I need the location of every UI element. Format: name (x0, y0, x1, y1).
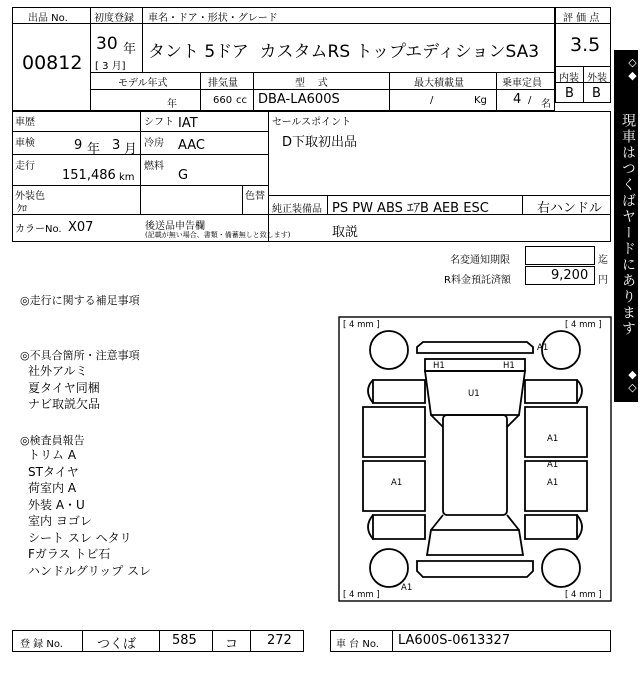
ext-color-label: 外装色 (15, 191, 45, 202)
ac-value: AAC (178, 138, 205, 153)
chassis-label: 車 台 No. (336, 639, 379, 650)
recycle-value: 9,200 (551, 268, 589, 283)
reg-number: 272 (267, 633, 292, 648)
color-change-label: 色替 (245, 191, 265, 202)
inspector-title: ◎検査員報告 (20, 434, 85, 447)
score-label: 評 価 点 (563, 13, 600, 24)
exterior-label: 外装 (587, 73, 607, 84)
mark-rear-bumper: A1 (401, 583, 413, 593)
name-change-unit: 迄 (598, 255, 608, 266)
recycle-unit: 円 (598, 275, 608, 286)
car-name: タント 5ドア カスタムRS トップエディションSA3 (148, 42, 540, 62)
history-label: 車歴 (15, 117, 35, 128)
aftermarket-note: (記載が無い場合、書類・備蓄無しと致します) (145, 231, 291, 239)
steering-value: 右ハンドル (537, 201, 603, 216)
shift-value: IAT (178, 116, 198, 131)
tire-depth-fr: [ 4 mm ] (565, 320, 602, 330)
mileage-unit: km (119, 172, 135, 183)
reg-year-unit: 年 (123, 42, 137, 57)
defects-title: ◎不具合箇所・注意事項 (20, 349, 140, 362)
equipment-value: PS PW ABS ｴｱB AEB ESC (332, 201, 489, 216)
driving-notes-title: ◎走行に関する補足事項 (20, 294, 140, 307)
model-year-label: モデル年式 (118, 78, 168, 89)
aftermarket-label: 後送品申告欄 (145, 221, 205, 232)
tire-rear-left (370, 549, 408, 587)
tire-depth-rr: [ 4 mm ] (565, 590, 602, 600)
tire-rear-right (542, 549, 580, 587)
ac-label: 冷房 (144, 138, 164, 149)
sales-point: D下取初出品 (282, 135, 358, 150)
reg-no-label: 登 録 No. (20, 639, 63, 650)
mileage-value: 151,486 (62, 168, 116, 183)
rear-bumper (417, 561, 533, 577)
list-item: トリム A (28, 448, 77, 462)
reg-class: 585 (172, 633, 197, 648)
mark-front-bumper: A1 (537, 343, 549, 353)
exterior-grade: B (592, 86, 601, 101)
list-item: シート スレ ヘタリ (28, 530, 132, 545)
lot-no-label: 出品 No. (28, 13, 68, 24)
list-item: 社外アルミ (28, 364, 88, 378)
displacement-label: 排気量 (208, 78, 238, 89)
lot-number: 00812 (22, 52, 83, 74)
mark-headlight-left: H1 (433, 361, 445, 371)
equipment-label: 純正装備品 (272, 204, 322, 215)
reg-kana: コ (225, 637, 239, 652)
reg-year: 30 (96, 34, 118, 54)
car-damage-diagram (337, 315, 613, 603)
tire-front-left (370, 331, 408, 369)
defects-list (28, 363, 100, 413)
inspection-month-unit: 月 (124, 142, 138, 157)
interior-label: 内装 (559, 73, 579, 84)
banner-top-glyphs: ◇◆ (626, 56, 639, 82)
tire-depth-fl: [ 4 mm ] (343, 320, 380, 330)
displacement-unit: cc (236, 95, 247, 106)
name-change-box (525, 246, 595, 265)
mark-front-door-right: A1 (547, 434, 559, 444)
mileage-label: 走行 (15, 161, 35, 172)
car-name-label: 車名・ドア・形状・グレード (148, 13, 278, 24)
fuel-label: 燃料 (144, 161, 164, 172)
interior-grade: B (565, 86, 574, 101)
name-change-label: 名変通知期限 (450, 255, 510, 266)
model-label: 型 式 (295, 78, 328, 89)
recycle-label: R料金預託済額 (444, 275, 511, 286)
reg-region: つくば (97, 637, 137, 652)
list-item: 室内 ヨゴレ (28, 514, 92, 528)
inspection-year: 9 (74, 138, 83, 153)
displacement-value: 660 (213, 95, 233, 106)
capacity-unit: 名 (541, 99, 551, 110)
front-bumper (417, 342, 533, 353)
max-load-unit: Kg (474, 95, 487, 106)
list-item: 荷室内 A (28, 481, 77, 495)
inspection-label: 車検 (15, 138, 35, 149)
mark-hood: U1 (468, 389, 480, 399)
first-reg-label: 初度登録 (94, 13, 134, 24)
list-item: ハンドルグリップ スレ (28, 563, 152, 578)
inspection-month: 3 (112, 138, 121, 153)
shift-label: シフト (144, 117, 174, 128)
aftermarket-value: 取説 (332, 225, 359, 240)
tire-depth-rl: [ 4 mm ] (343, 590, 380, 600)
list-item: STタイヤ (28, 464, 79, 479)
chassis-number: LA600S-0613327 (398, 633, 511, 648)
reg-month: [ 3 月] (95, 61, 126, 72)
fuel-value: G (178, 168, 189, 183)
banner-text: 現車はつくばヤードにあります (620, 113, 636, 337)
model-year-unit: 年 (167, 99, 177, 110)
rear-hatch (427, 530, 523, 555)
mark-headlight-right: H1 (503, 361, 515, 371)
ext-color-value: ｸﾛ (17, 204, 27, 215)
model-value: DBA-LA600S (258, 92, 340, 107)
max-load-label: 最大積載量 (414, 78, 464, 89)
roof (443, 415, 507, 515)
list-item: 外装 A・U (28, 497, 85, 512)
inspection-year-unit: 年 (87, 142, 101, 157)
mark-door-left: A1 (391, 478, 403, 488)
score-value: 3.5 (570, 34, 601, 56)
sales-point-label: セールスポイント (272, 117, 352, 128)
capacity-value: 4 (513, 92, 522, 107)
list-item: Fガラス トビ石 (28, 547, 111, 561)
max-load-sep: / (430, 95, 434, 106)
color-no-label: カラーNo. (15, 224, 62, 235)
capacity-label: 乗車定員 (502, 78, 542, 89)
capacity-sep: / (528, 95, 532, 106)
mark-quarter-right: A1 (547, 478, 559, 488)
list-item: 夏タイヤ同梱 (28, 380, 100, 395)
mark-rear-door-right: A1 (547, 460, 559, 470)
inspector-list (28, 447, 151, 579)
list-item: ナビ取説欠品 (28, 397, 101, 411)
color-no-value: X07 (68, 220, 94, 235)
banner-bottom-glyphs: ◆◇ (626, 368, 639, 394)
